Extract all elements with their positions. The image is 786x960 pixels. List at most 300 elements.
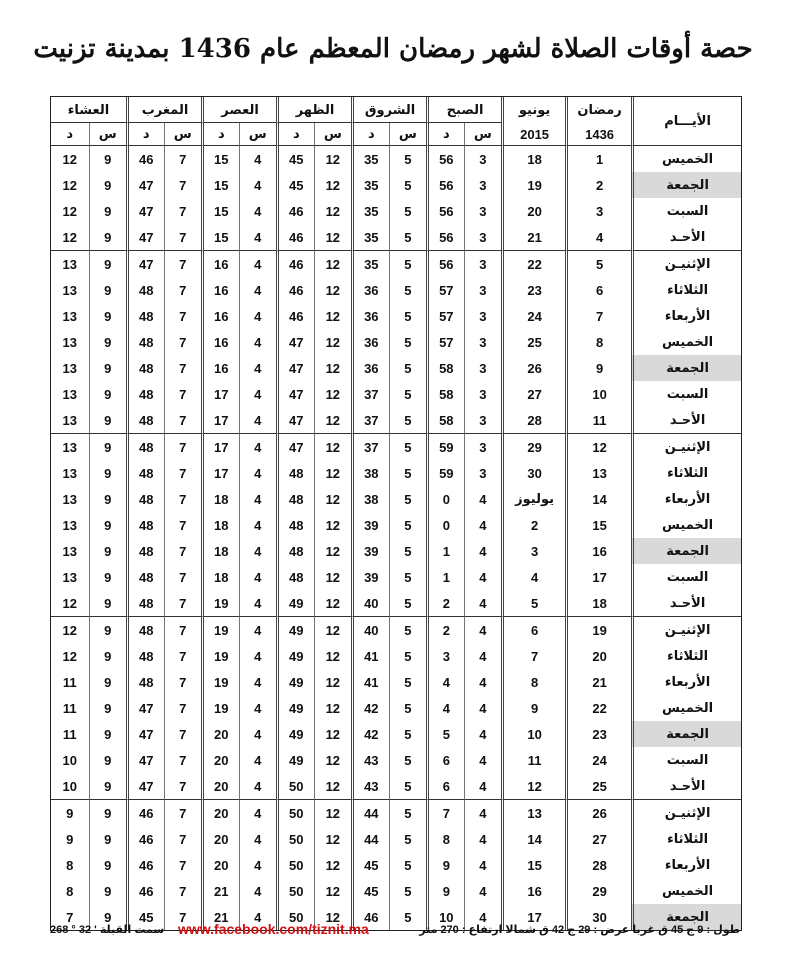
gregorian-day-cell: 20 bbox=[501, 198, 565, 224]
hour-cell: 4 bbox=[464, 826, 502, 852]
hour-cell: 9 bbox=[89, 224, 127, 251]
hour-cell: 9 bbox=[89, 617, 127, 643]
header-minute: د bbox=[351, 123, 389, 146]
minute-cell: 16 bbox=[201, 355, 239, 381]
hour-cell: 7 bbox=[164, 747, 202, 773]
minute-cell: 46 bbox=[126, 146, 164, 172]
day-cell: الإثنيـن bbox=[631, 800, 741, 826]
hour-cell: 3 bbox=[464, 277, 502, 303]
minute-cell: 36 bbox=[351, 329, 389, 355]
day-cell: الجمعة bbox=[631, 721, 741, 747]
hour-cell: 3 bbox=[464, 381, 502, 407]
day-cell: الأربعاء bbox=[631, 669, 741, 695]
minute-cell: 21 bbox=[201, 904, 239, 930]
ramadan-day-cell: 20 bbox=[565, 643, 631, 669]
minute-cell: 20 bbox=[201, 773, 239, 800]
minute-cell: 11 bbox=[62, 674, 77, 690]
minute-cell: 46 bbox=[126, 878, 164, 904]
minute-cell: 3 bbox=[426, 643, 464, 669]
header-maghrib: المغرب bbox=[126, 97, 201, 123]
minute-cell: 13 bbox=[51, 407, 89, 434]
hour-cell: 4 bbox=[239, 852, 277, 878]
hour-cell: 9 bbox=[89, 381, 127, 407]
hour-cell: 5 bbox=[389, 303, 427, 329]
minute-cell: 45 bbox=[276, 172, 314, 198]
day-cell: الثلاثاء bbox=[631, 826, 741, 852]
hour-cell: 5 bbox=[389, 564, 427, 590]
hour-cell: 5 bbox=[389, 198, 427, 224]
minute-cell: 13 bbox=[62, 517, 77, 533]
hour-cell: 12 bbox=[314, 512, 352, 538]
hour-cell: 7 bbox=[164, 669, 202, 695]
hour-cell: 7 bbox=[164, 224, 202, 251]
ramadan-day-cell: 19 bbox=[565, 617, 631, 643]
hour-cell: 3 bbox=[464, 355, 502, 381]
hour-cell: 4 bbox=[239, 617, 277, 643]
ramadan-day-cell: 7 bbox=[565, 303, 631, 329]
day-cell: الثلاثاء bbox=[631, 460, 741, 486]
hour-cell: 4 bbox=[239, 695, 277, 721]
hour-cell: 4 bbox=[464, 800, 502, 826]
footer bbox=[50, 921, 740, 939]
hour-cell: 5 bbox=[389, 695, 427, 721]
day-cell: السبت bbox=[631, 564, 741, 590]
hour-cell: 4 bbox=[239, 538, 277, 564]
minute-cell: 43 bbox=[351, 773, 389, 800]
minute-cell: 42 bbox=[351, 721, 389, 747]
minute-cell: 9 bbox=[426, 878, 464, 904]
minute-cell: 49 bbox=[276, 695, 314, 721]
hour-cell: 12 bbox=[314, 381, 352, 407]
ramadan-day-cell: 4 bbox=[565, 224, 631, 251]
gregorian-day-cell: 18 bbox=[501, 146, 565, 172]
minute-cell: 47 bbox=[126, 172, 164, 198]
minute-cell: 48 bbox=[276, 486, 314, 512]
minute-cell: 7 bbox=[426, 800, 464, 826]
minute-cell: 35 bbox=[351, 251, 389, 277]
hour-cell: 5 bbox=[389, 538, 427, 564]
minute-cell: 13 bbox=[62, 282, 77, 298]
minute-cell: 46 bbox=[126, 826, 164, 852]
minute-cell: 48 bbox=[276, 512, 314, 538]
ramadan-day-cell: 18 bbox=[565, 590, 631, 617]
minute-cell: 10 bbox=[51, 773, 89, 800]
hour-cell: 12 bbox=[314, 407, 352, 434]
footer-qibla: سمت القبلة ' 32 ° 268 bbox=[50, 924, 165, 936]
hour-cell: 4 bbox=[239, 172, 277, 198]
gregorian-day-cell: 15 bbox=[501, 852, 565, 878]
minute-cell: 48 bbox=[126, 669, 164, 695]
hour-cell: 12 bbox=[314, 852, 352, 878]
ramadan-day-cell: 10 bbox=[565, 381, 631, 407]
gregorian-day-cell: 19 bbox=[501, 172, 565, 198]
gregorian-day-cell: 4 bbox=[501, 564, 565, 590]
minute-cell: 11 bbox=[62, 700, 77, 716]
hour-cell: 3 bbox=[464, 146, 502, 172]
ramadan-day-cell: 30 bbox=[565, 904, 631, 930]
header-ramadan: رمضان bbox=[565, 97, 631, 123]
header-ramadan-year: 1436 bbox=[565, 123, 631, 146]
gregorian-day-cell: 5 bbox=[501, 590, 565, 617]
minute-cell: 5 bbox=[426, 721, 464, 747]
minute-cell: 37 bbox=[351, 381, 389, 407]
hour-cell: 5 bbox=[389, 146, 427, 172]
table-row bbox=[51, 800, 741, 826]
hour-cell: 4 bbox=[239, 800, 277, 826]
minute-cell: 36 bbox=[351, 277, 389, 303]
minute-cell: 44 bbox=[351, 826, 389, 852]
minute-cell: 47 bbox=[126, 198, 164, 224]
minute-cell: 20 bbox=[201, 747, 239, 773]
minute-cell: 48 bbox=[126, 512, 164, 538]
hour-cell: 12 bbox=[314, 251, 352, 277]
hour-cell: 3 bbox=[464, 329, 502, 355]
minute-cell: 12 bbox=[62, 203, 77, 219]
ramadan-day-cell: 13 bbox=[565, 460, 631, 486]
minute-cell: 20 bbox=[201, 852, 239, 878]
hour-cell: 4 bbox=[239, 277, 277, 303]
minute-cell: 13 bbox=[62, 465, 77, 481]
ramadan-day-cell: 2 bbox=[565, 172, 631, 198]
hour-cell: 12 bbox=[314, 303, 352, 329]
hour-cell: 9 bbox=[89, 512, 127, 538]
ramadan-day-cell: 25 bbox=[565, 773, 631, 800]
hour-cell: 9 bbox=[89, 277, 127, 303]
minute-cell: 56 bbox=[426, 146, 464, 172]
minute-cell: 47 bbox=[276, 355, 314, 381]
hour-cell: 7 bbox=[164, 721, 202, 747]
hour-cell: 7 bbox=[164, 251, 202, 277]
minute-cell: 41 bbox=[351, 643, 389, 669]
minute-cell: 56 bbox=[426, 172, 464, 198]
minute-cell: 35 bbox=[351, 198, 389, 224]
hour-cell: 4 bbox=[239, 669, 277, 695]
hour-cell: 7 bbox=[164, 407, 202, 434]
minute-cell: 2 bbox=[426, 590, 464, 617]
minute-cell: 8 bbox=[426, 826, 464, 852]
hour-cell: 3 bbox=[464, 460, 502, 486]
minute-cell: 12 bbox=[51, 224, 89, 251]
table-row bbox=[51, 486, 741, 512]
minute-cell: 13 bbox=[62, 543, 77, 559]
header-asr: العصر bbox=[201, 97, 276, 123]
day-cell: الأحـد bbox=[631, 407, 741, 434]
ramadan-day-cell: 16 bbox=[565, 538, 631, 564]
minute-cell: 45 bbox=[126, 904, 164, 930]
hour-cell: 5 bbox=[389, 852, 427, 878]
ramadan-day-cell: 23 bbox=[565, 721, 631, 747]
hour-cell: 7 bbox=[164, 381, 202, 407]
minute-cell: 9 bbox=[66, 831, 74, 847]
day-cell: الأحـد bbox=[631, 590, 741, 617]
hour-cell: 9 bbox=[89, 486, 127, 512]
table-row bbox=[51, 224, 741, 251]
hour-cell: 12 bbox=[314, 617, 352, 643]
hour-cell: 7 bbox=[164, 172, 202, 198]
hour-cell: 7 bbox=[164, 277, 202, 303]
gregorian-day-cell: 26 bbox=[501, 355, 565, 381]
minute-cell: 49 bbox=[276, 669, 314, 695]
minute-cell: 46 bbox=[276, 303, 314, 329]
ramadan-day-cell: 14 bbox=[565, 486, 631, 512]
table-row bbox=[51, 460, 741, 486]
minute-cell: 39 bbox=[351, 564, 389, 590]
hour-cell: 12 bbox=[314, 878, 352, 904]
minute-cell: 47 bbox=[126, 695, 164, 721]
header-hour: س bbox=[314, 123, 352, 146]
ramadan-day-cell: 26 bbox=[565, 800, 631, 826]
day-cell: الخميس bbox=[631, 146, 741, 172]
header-gregorian-year: 2015 bbox=[501, 123, 565, 146]
hour-cell: 9 bbox=[89, 251, 127, 277]
minute-cell: 48 bbox=[126, 460, 164, 486]
minute-cell: 50 bbox=[276, 800, 314, 826]
day-cell: الخميس bbox=[631, 329, 741, 355]
hour-cell: 12 bbox=[314, 486, 352, 512]
hour-cell: 3 bbox=[464, 251, 502, 277]
hour-cell: 12 bbox=[314, 669, 352, 695]
day-cell: الأحـد bbox=[631, 773, 741, 800]
table-row bbox=[51, 643, 741, 669]
minute-cell: 12 bbox=[62, 151, 77, 167]
hour-cell: 12 bbox=[314, 695, 352, 721]
hour-cell: 7 bbox=[164, 904, 202, 930]
ramadan-day-cell: 22 bbox=[565, 695, 631, 721]
hour-cell: 12 bbox=[314, 538, 352, 564]
hour-cell: 4 bbox=[464, 512, 502, 538]
hour-cell: 3 bbox=[464, 434, 502, 460]
minute-cell: 13 bbox=[62, 439, 77, 455]
minute-cell: 49 bbox=[276, 643, 314, 669]
gregorian-day-cell: 29 bbox=[501, 434, 565, 460]
hour-cell: 4 bbox=[239, 590, 277, 617]
minute-cell: 4 bbox=[426, 669, 464, 695]
hour-cell: 7 bbox=[164, 852, 202, 878]
day-cell: الخميس bbox=[631, 512, 741, 538]
minute-cell: 58 bbox=[426, 381, 464, 407]
minute-cell: 45 bbox=[351, 852, 389, 878]
minute-cell: 1 bbox=[426, 538, 464, 564]
hour-cell: 12 bbox=[314, 329, 352, 355]
gregorian-day-cell: 6 bbox=[501, 617, 565, 643]
hour-cell: 4 bbox=[239, 303, 277, 329]
gregorian-day-cell: 21 bbox=[501, 224, 565, 251]
minute-cell: 57 bbox=[426, 277, 464, 303]
day-cell: الجمعة bbox=[631, 172, 741, 198]
minute-cell: 48 bbox=[126, 329, 164, 355]
table-row bbox=[51, 878, 741, 904]
hour-cell: 4 bbox=[239, 512, 277, 538]
day-cell: الأربعاء bbox=[631, 852, 741, 878]
table-row bbox=[51, 512, 741, 538]
hour-cell: 7 bbox=[164, 564, 202, 590]
minute-cell: 37 bbox=[351, 407, 389, 434]
minute-cell: 48 bbox=[126, 407, 164, 434]
hour-cell: 9 bbox=[89, 172, 127, 198]
minute-cell: 12 bbox=[62, 648, 77, 664]
hour-cell: 12 bbox=[314, 434, 352, 460]
ramadan-day-cell: 28 bbox=[565, 852, 631, 878]
table-row bbox=[51, 617, 741, 643]
minute-cell: 20 bbox=[201, 800, 239, 826]
day-cell: الثلاثاء bbox=[631, 643, 741, 669]
minute-cell: 18 bbox=[201, 512, 239, 538]
minute-cell: 49 bbox=[276, 590, 314, 617]
hour-cell: 4 bbox=[464, 747, 502, 773]
ramadan-day-cell: 27 bbox=[565, 826, 631, 852]
hour-cell: 12 bbox=[314, 277, 352, 303]
header-days: الأيـــام bbox=[631, 97, 741, 146]
ramadan-day-cell: 8 bbox=[565, 329, 631, 355]
hour-cell: 5 bbox=[389, 590, 427, 617]
ramadan-day-cell: 1 bbox=[565, 146, 631, 172]
day-cell: الإثنيـن bbox=[631, 617, 741, 643]
gregorian-day-cell: 16 bbox=[501, 878, 565, 904]
hour-cell: 12 bbox=[314, 773, 352, 800]
minute-cell: 16 bbox=[201, 329, 239, 355]
minute-cell: 16 bbox=[201, 251, 239, 277]
gregorian-day-cell: 2 bbox=[501, 512, 565, 538]
header-gregorian: يونيو bbox=[501, 97, 565, 123]
minute-cell: 47 bbox=[126, 721, 164, 747]
hour-cell: 9 bbox=[89, 564, 127, 590]
hour-cell: 4 bbox=[464, 852, 502, 878]
minute-cell: 48 bbox=[126, 538, 164, 564]
hour-cell: 7 bbox=[164, 303, 202, 329]
hour-cell: 9 bbox=[89, 721, 127, 747]
minute-cell: 45 bbox=[351, 878, 389, 904]
hour-cell: 9 bbox=[89, 669, 127, 695]
table-row bbox=[51, 355, 741, 381]
minute-cell: 12 bbox=[51, 590, 89, 617]
hour-cell: 5 bbox=[389, 512, 427, 538]
minute-cell: 12 bbox=[62, 177, 77, 193]
hour-cell: 5 bbox=[389, 172, 427, 198]
hour-cell: 3 bbox=[464, 198, 502, 224]
hour-cell: 4 bbox=[239, 747, 277, 773]
minute-cell: 47 bbox=[126, 747, 164, 773]
header-hour: س bbox=[239, 123, 277, 146]
minute-cell: 50 bbox=[276, 852, 314, 878]
hour-cell: 4 bbox=[464, 904, 502, 930]
day-cell: السبت bbox=[631, 198, 741, 224]
table-row bbox=[51, 146, 741, 172]
hour-cell: 9 bbox=[89, 329, 127, 355]
minute-cell: 7 bbox=[66, 909, 74, 925]
minute-cell: 13 bbox=[62, 491, 77, 507]
minute-cell: 46 bbox=[276, 251, 314, 277]
table-row bbox=[51, 381, 741, 407]
gregorian-day-cell: 3 bbox=[501, 538, 565, 564]
hour-cell: 7 bbox=[164, 434, 202, 460]
day-cell: الإثنيـن bbox=[631, 434, 741, 460]
hour-cell: 7 bbox=[164, 198, 202, 224]
hour-cell: 4 bbox=[239, 826, 277, 852]
minute-cell: 10 bbox=[62, 752, 77, 768]
gregorian-day-cell: 7 bbox=[501, 643, 565, 669]
hour-cell: 7 bbox=[164, 538, 202, 564]
ramadan-day-cell: 21 bbox=[565, 669, 631, 695]
minute-cell: 21 bbox=[201, 878, 239, 904]
minute-cell: 48 bbox=[276, 538, 314, 564]
hour-cell: 7 bbox=[164, 878, 202, 904]
table-row bbox=[51, 669, 741, 695]
ramadan-day-cell: 15 bbox=[565, 512, 631, 538]
minute-cell: 19 bbox=[201, 695, 239, 721]
minute-cell: 48 bbox=[126, 564, 164, 590]
minute-cell: 15 bbox=[201, 198, 239, 224]
table-row bbox=[51, 407, 741, 434]
ramadan-day-cell: 5 bbox=[565, 251, 631, 277]
hour-cell: 5 bbox=[389, 224, 427, 251]
table-row bbox=[51, 329, 741, 355]
header-minute: د bbox=[51, 123, 89, 146]
ramadan-day-cell: 11 bbox=[565, 407, 631, 434]
hour-cell: 5 bbox=[389, 355, 427, 381]
hour-cell: 9 bbox=[89, 904, 127, 930]
minute-cell: 44 bbox=[351, 800, 389, 826]
minute-cell: 19 bbox=[201, 669, 239, 695]
day-cell: الإثنيـن bbox=[631, 251, 741, 277]
hour-cell: 9 bbox=[89, 460, 127, 486]
minute-cell: 50 bbox=[276, 826, 314, 852]
minute-cell: 6 bbox=[426, 773, 464, 800]
minute-cell: 8 bbox=[66, 883, 74, 899]
minute-cell: 47 bbox=[276, 407, 314, 434]
table-row bbox=[51, 852, 741, 878]
gregorian-day-cell: 9 bbox=[501, 695, 565, 721]
minute-cell: 46 bbox=[276, 198, 314, 224]
table-row bbox=[51, 721, 741, 747]
hour-cell: 7 bbox=[164, 329, 202, 355]
ramadan-day-cell: 6 bbox=[565, 277, 631, 303]
hour-cell: 4 bbox=[239, 564, 277, 590]
minute-cell: 48 bbox=[126, 277, 164, 303]
hour-cell: 9 bbox=[89, 852, 127, 878]
minute-cell: 37 bbox=[351, 434, 389, 460]
minute-cell: 48 bbox=[126, 590, 164, 617]
hour-cell: 4 bbox=[239, 460, 277, 486]
table-row bbox=[51, 434, 741, 460]
hour-cell: 12 bbox=[314, 800, 352, 826]
hour-cell: 7 bbox=[164, 355, 202, 381]
minute-cell: 38 bbox=[351, 460, 389, 486]
hour-cell: 5 bbox=[389, 747, 427, 773]
header-hour: س bbox=[464, 123, 502, 146]
minute-cell: 47 bbox=[276, 381, 314, 407]
footer-website-link[interactable]: www.facebook.com/tiznit.ma bbox=[178, 921, 369, 937]
header-fajr: الصبح bbox=[426, 97, 501, 123]
hour-cell: 4 bbox=[464, 590, 502, 617]
header-sunrise: الشروق bbox=[351, 97, 426, 123]
hour-cell: 5 bbox=[389, 800, 427, 826]
gregorian-day-cell: يوليوز bbox=[501, 486, 565, 512]
hour-cell: 4 bbox=[239, 721, 277, 747]
gregorian-day-cell: 14 bbox=[501, 826, 565, 852]
header-hour: س bbox=[164, 123, 202, 146]
minute-cell: 16 bbox=[201, 303, 239, 329]
minute-cell: 56 bbox=[426, 198, 464, 224]
hour-cell: 7 bbox=[164, 512, 202, 538]
hour-cell: 5 bbox=[389, 407, 427, 434]
hour-cell: 9 bbox=[89, 800, 127, 826]
minute-cell: 9 bbox=[66, 805, 74, 821]
minute-cell: 35 bbox=[351, 172, 389, 198]
hour-cell: 12 bbox=[314, 826, 352, 852]
minute-cell: 0 bbox=[426, 512, 464, 538]
hour-cell: 12 bbox=[314, 355, 352, 381]
minute-cell: 19 bbox=[201, 643, 239, 669]
